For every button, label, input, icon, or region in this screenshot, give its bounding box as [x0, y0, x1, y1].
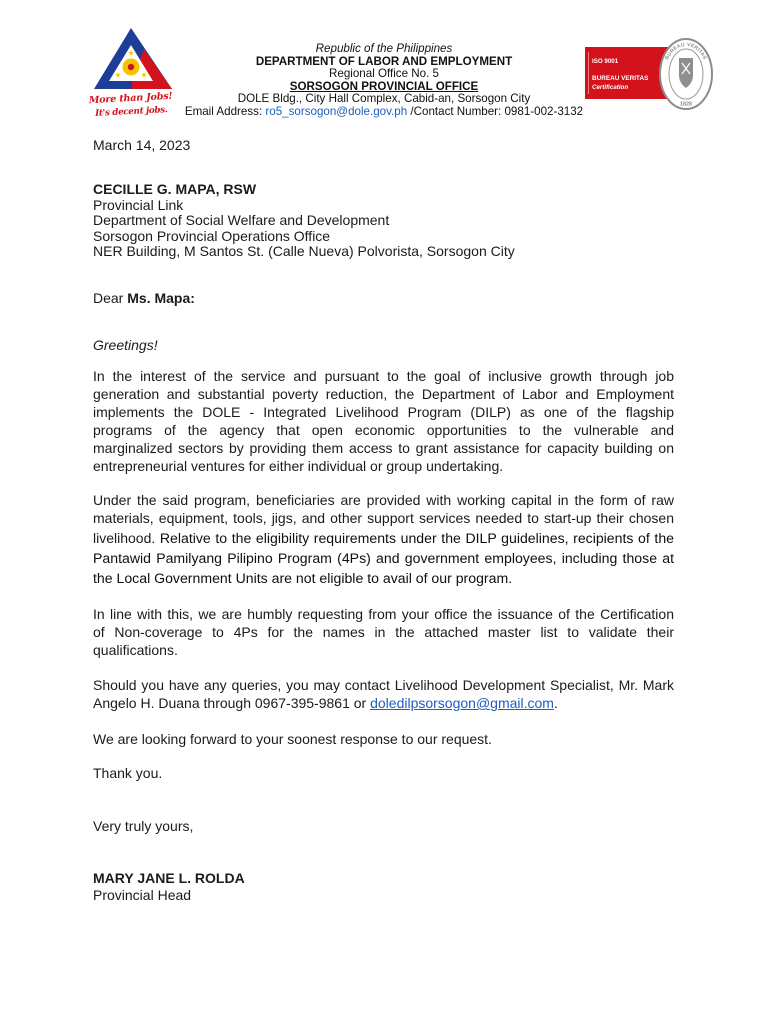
- paragraph-line: generation and substantial poverty reduction, the Department of Labor and Employment: [93, 386, 674, 402]
- greeting: Greetings!: [93, 337, 158, 353]
- eligibility-note-segment: Relative to the eligibility requirements under the DILP guidelines, recipients of the: [159, 530, 674, 546]
- salutation-prefix: Dear: [93, 290, 124, 306]
- seal-year: 1828: [680, 101, 692, 108]
- paragraph-line: the Local Government Units are not eligible to avail of our program.: [93, 570, 513, 586]
- signatory-name: MARY JANE L. ROLDA: [93, 870, 245, 886]
- provincial-office: SORSOGON PROVINCIAL OFFICE: [289, 79, 479, 93]
- paragraph-line: Under the said program, beneficiaries are provided with working capital in the form of raw: [93, 492, 674, 508]
- recipient-office: Sorsogon Provincial Operations Office: [93, 227, 331, 244]
- recipient-address: NER Building, M Santos St. (Calle Nueva) Polvorista, Sorsogon City: [93, 243, 515, 260]
- paragraph-line: of Non-coverage to 4Ps for the names in the attached master list to validate their: [93, 624, 674, 640]
- paragraph-3: [93, 605, 674, 659]
- paragraph-4: [93, 676, 674, 712]
- badge-divider: [588, 52, 589, 94]
- valediction: Very truly yours,: [93, 818, 194, 834]
- salutation: [93, 289, 674, 307]
- regional-office: Regional Office No. 5: [329, 67, 439, 81]
- salutation-name: Ms. Mapa:: [127, 290, 195, 306]
- recipient-position: Provincial Link: [93, 196, 184, 213]
- sentence-end: .: [553, 695, 558, 711]
- republic-line: Republic of the Philippines: [315, 42, 453, 55]
- certification-badge-graphic: [583, 36, 715, 112]
- paragraph-2: [93, 491, 674, 588]
- badge-standard: ISO 9001: [592, 58, 619, 65]
- paragraph-segment: livelihood.: [93, 530, 156, 546]
- tagline-line-2: It's decent jobs.: [94, 105, 168, 119]
- paragraph-line: In the interest of the service and pursuant to the goal of inclusive growth through job: [93, 368, 674, 384]
- paragraph-line: [93, 694, 674, 712]
- paragraph-line: [93, 528, 674, 548]
- signature-block: [93, 870, 674, 904]
- office-email-link[interactable]: ro5_sorsogon@dole.gov.ph: [265, 104, 408, 118]
- department-name: DEPARTMENT OF LABOR AND EMPLOYMENT: [255, 54, 513, 68]
- email-label: Email Address:: [184, 104, 263, 118]
- paragraph-line: marginalized sectors by providing them access to grant assistance for capacity building on: [93, 440, 674, 456]
- paragraph-line: Should you have any queries, you may contact Livelihood Development Specialist, Mr. Mark: [93, 677, 674, 693]
- paragraph-line: Pantawid Pamilyang Pilipino Program (4Ps) and government employees, including those at: [93, 550, 674, 566]
- office-address: DOLE Bldg., City Hall Complex, Cabid-an, Sorsogon City: [237, 92, 531, 106]
- recipient-name: CECILLE G. MAPA, RSW: [93, 181, 257, 197]
- paragraph-line: qualifications.: [93, 642, 178, 658]
- recipient-agency: Department of Social Welfare and Development: [93, 212, 390, 229]
- thanks-line: Thank you.: [93, 765, 163, 781]
- tagline-line-1: More than Jobs!: [88, 90, 173, 107]
- dilp-email-link[interactable]: doledilpsorsogon@gmail.com: [370, 695, 554, 711]
- paragraph-line: entrepreneurial ventures for either individual or group undertaking.: [93, 458, 504, 474]
- closing-line: We are looking forward to your soonest response to our request.: [93, 731, 492, 747]
- signatory-title: Provincial Head: [93, 887, 192, 903]
- contact-person-text: Angelo H. Duana through 0967-395-9861 or: [93, 695, 367, 711]
- paragraph-line: In line with this, we are humbly requesting from your office the issuance of the Certification: [93, 606, 674, 622]
- seal-ring-textpath: BUREAU VERITAS: [664, 41, 708, 61]
- paragraph-line: materials, equipment, tools, jigs, and other support services needed to start-up their chosen: [93, 510, 674, 526]
- contact-number: /Contact Number: 0981-002-3132: [410, 104, 584, 118]
- paragraph-1: [93, 367, 674, 475]
- paragraph-line: implements the DOLE - Integrated Livelihood Program (DILP) as one of the flagship: [93, 404, 674, 420]
- badge-certifier: BUREAU VERITAS: [592, 75, 649, 82]
- iso-certification-badge: [583, 36, 715, 112]
- recipient-block: [93, 182, 674, 260]
- badge-certification-label: Certification: [592, 84, 629, 91]
- letter-date: March 14, 2023: [93, 137, 191, 153]
- paragraph-line: programs of the agency that open economic opportunities to the vulnerable and: [93, 422, 674, 438]
